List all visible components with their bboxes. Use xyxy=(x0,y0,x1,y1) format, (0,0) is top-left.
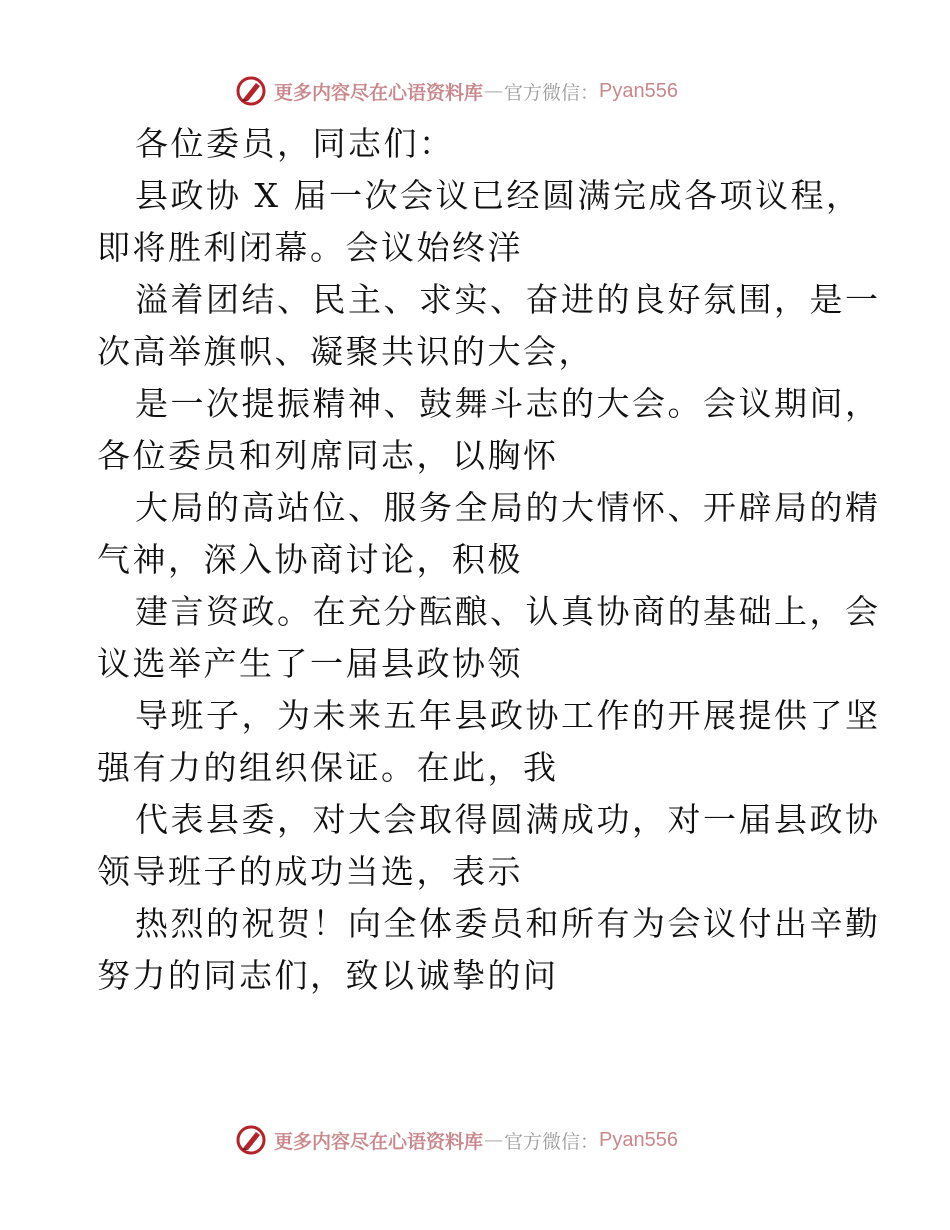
header-separator: — xyxy=(484,80,504,102)
pen-logo-icon xyxy=(234,74,268,108)
text-line: 热烈的祝贺！向全体委员和所有为会议付出辛勤 xyxy=(135,904,881,943)
footer-wechat-label: 官方微信： xyxy=(504,1130,600,1153)
footer-watermark-banner xyxy=(234,1120,678,1160)
footer-separator: — xyxy=(484,1129,504,1151)
header-wechat-handle: Pyan556 xyxy=(599,79,678,102)
text-line: 是一次提振精神、鼓舞斗志的大会。会议期间， xyxy=(135,384,881,423)
text-line: 大局的高站位、服务全局的大情怀、开辟局的精 xyxy=(135,488,881,527)
header-brand-text: 更多内容尽在心语资料库 xyxy=(274,81,484,104)
text-line: 各位委员，同志们： xyxy=(135,124,455,163)
text-line: 次高举旗帜、凝聚共识的大会， xyxy=(97,332,594,371)
header-watermark-banner xyxy=(234,71,678,111)
text-line: 强有力的组织保证。在此，我 xyxy=(97,748,559,787)
text-line: 议选举产生了一届县政协领 xyxy=(97,644,523,683)
text-line: 溢着团结、民主、求实、奋进的良好氛围，是一 xyxy=(135,280,881,319)
text-line: 县政协 X 届一次会议已经圆满完成各项议程， xyxy=(135,176,862,215)
text-line: 努力的同志们，致以诚挚的问 xyxy=(97,956,559,995)
footer-wechat-handle: Pyan556 xyxy=(599,1128,678,1151)
text-line: 建言资政。在充分酝酿、认真协商的基础上，会 xyxy=(135,592,881,631)
header-wechat-label: 官方微信： xyxy=(504,81,600,104)
footer-brand-text: 更多内容尽在心语资料库 xyxy=(274,1130,484,1153)
text-line: 即将胜利闭幕。会议始终洋 xyxy=(97,228,523,267)
text-line: 各位委员和列席同志，以胸怀 xyxy=(97,436,559,475)
pen-logo-icon xyxy=(234,1123,268,1157)
text-line: 领导班子的成功当选，表示 xyxy=(97,852,523,891)
text-line: 代表县委，对大会取得圆满成功，对一届县政协 xyxy=(135,800,881,839)
text-line: 气神，深入协商讨论，积极 xyxy=(97,540,523,579)
text-line: 导班子，为未来五年县政协工作的开展提供了坚 xyxy=(135,696,881,735)
document-body xyxy=(97,124,881,1008)
